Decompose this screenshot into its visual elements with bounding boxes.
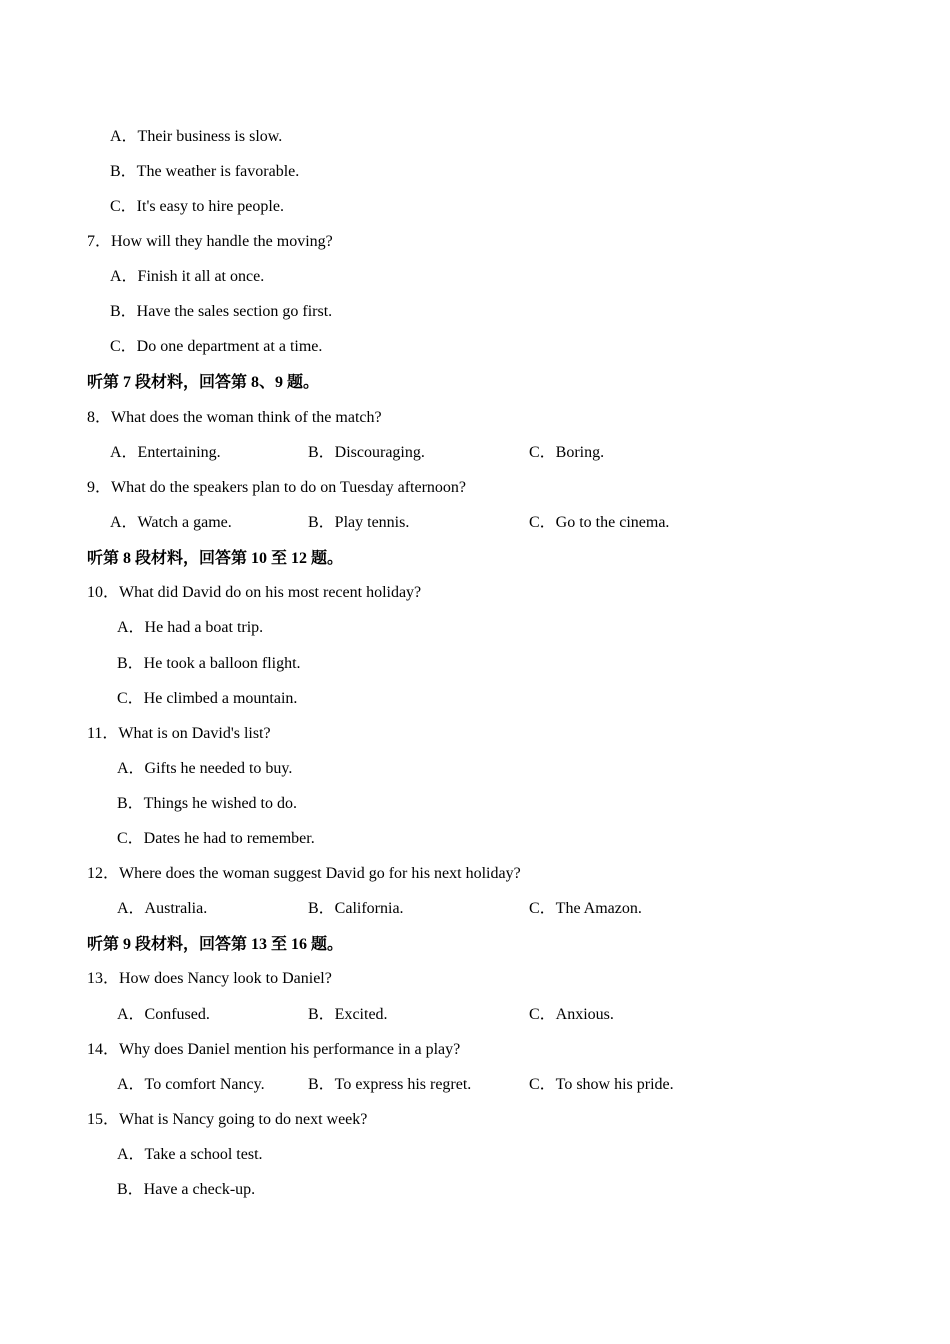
q7-option-a: A．Finish it all at once. (110, 268, 265, 285)
q13-option-c: C．Anxious. (529, 1006, 614, 1023)
section9-heading: 听第 9 段材料，回答第 13 至 16 题。 (87, 936, 344, 953)
section8-heading: 听第 8 段材料，回答第 10 至 12 题。 (87, 550, 344, 567)
q9-option-b: B．Play tennis. (308, 514, 410, 531)
q8-option-c: C．Boring. (529, 444, 605, 461)
q8-option-b: B．Discouraging. (308, 444, 425, 461)
q10-option-a: A．He had a boat trip. (117, 619, 264, 636)
section7-heading: 听第 7 段材料，回答第 8、9 题。 (87, 374, 320, 391)
q10-question: 10．What did David do on his most recent holiday? (87, 584, 422, 601)
q8-option-a: A．Entertaining. (110, 444, 221, 461)
q14-option-c: C．To show his pride. (529, 1076, 674, 1093)
q7-option-b: B．Have the sales section go first. (110, 303, 333, 320)
q10-option-b: B．He took a balloon flight. (117, 655, 301, 672)
q13-option-b: B．Excited. (308, 1006, 388, 1023)
q11-option-a: A．Gifts he needed to buy. (117, 760, 293, 777)
q10-option-c: C．He climbed a mountain. (117, 690, 298, 707)
q9-option-a: A．Watch a game. (110, 514, 232, 531)
q12-question: 12．Where does the woman suggest David go for his next holiday? (87, 865, 521, 882)
q15-question: 15．What is Nancy going to do next week? (87, 1111, 368, 1128)
q9-question: 9．What do the speakers plan to do on Tuesday afternoon? (87, 479, 467, 496)
q11-option-b: B．Things he wished to do. (117, 795, 297, 812)
q14-option-a: A．To comfort Nancy. (117, 1076, 265, 1093)
q14-option-b: B．To express his regret. (308, 1076, 472, 1093)
q7-option-c: C．Do one department at a time. (110, 338, 323, 355)
q11-question: 11．What is on David's list? (87, 725, 271, 742)
q12-option-c: C．The Amazon. (529, 900, 642, 917)
q14-question: 14．Why does Daniel mention his performance in a play? (87, 1041, 461, 1058)
q11-option-c: C．Dates he had to remember. (117, 830, 315, 847)
q12-option-b: B．California. (308, 900, 404, 917)
q8-question: 8．What does the woman think of the match? (87, 409, 382, 426)
q7-question: 7．How will they handle the moving? (87, 233, 333, 250)
q15-option-b: B．Have a check-up. (117, 1181, 256, 1198)
q13-question: 13．How does Nancy look to Daniel? (87, 970, 332, 987)
q6-option-c: C．It's easy to hire people. (110, 198, 284, 215)
q13-option-a: A．Confused. (117, 1006, 210, 1023)
q6-option-b: B．The weather is favorable. (110, 163, 300, 180)
q15-option-a: A．Take a school test. (117, 1146, 263, 1163)
q6-option-a: A．Their business is slow. (110, 128, 283, 145)
q12-option-a: A．Australia. (117, 900, 208, 917)
q9-option-c: C．Go to the cinema. (529, 514, 670, 531)
